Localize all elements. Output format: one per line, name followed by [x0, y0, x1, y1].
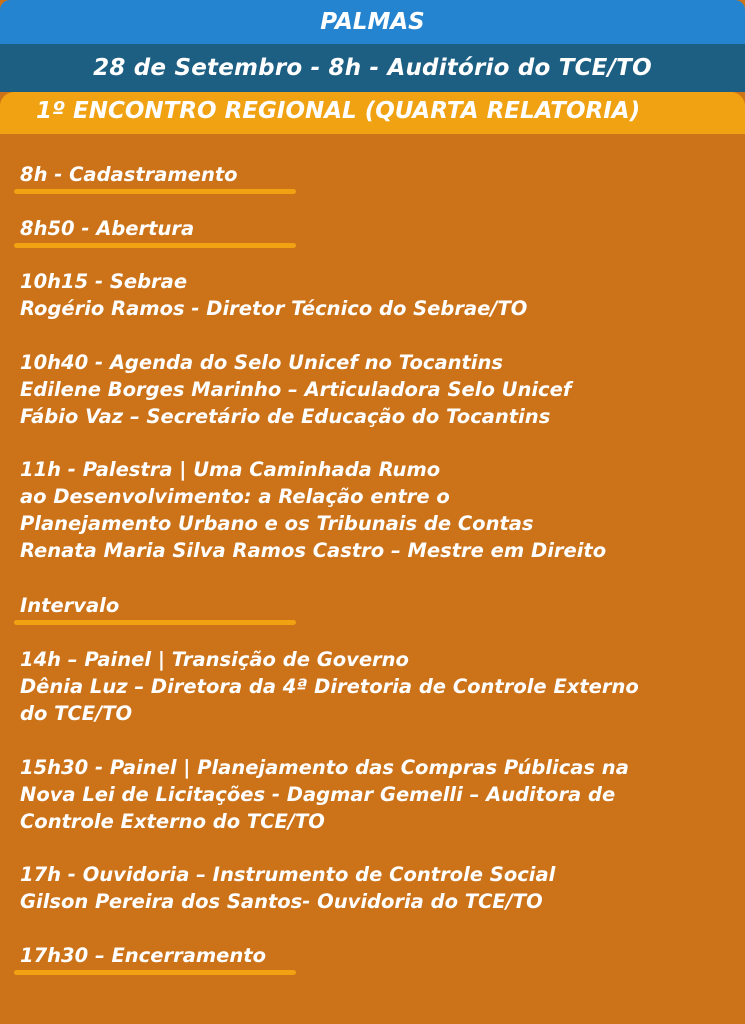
schedule-item-procurement-panel: [20, 754, 629, 835]
schedule-line: 17h - Ouvidoria – Instrumento de Controle Social: [20, 863, 556, 886]
schedule-line: 17h30 – Encerramento: [20, 944, 267, 967]
schedule-item-ombudsman: [20, 861, 555, 915]
schedule-line: Fábio Vaz – Secretário de Educação do Tocantins: [20, 405, 551, 428]
schedule-line: Dênia Luz – Diretora da 4ª Diretoria de Controle Externo: [20, 675, 639, 698]
schedule-line: 14h – Painel | Transição de Governo: [20, 648, 409, 671]
section-underline: [14, 243, 296, 248]
schedule-item-sebrae: [20, 268, 527, 322]
schedule-line: Renata Maria Silva Ramos Castro – Mestre em Direito: [20, 539, 607, 562]
schedule-line: 8h - Cadastramento: [20, 163, 238, 186]
schedule-item-registration: [20, 161, 238, 188]
schedule-line: Planejamento Urbano e os Tribunais de Contas: [20, 512, 534, 535]
schedule-line: 10h15 - Sebrae: [20, 270, 188, 293]
schedule-line: 15h30 - Painel | Planejamento das Compras Públicas na: [20, 756, 629, 779]
schedule-item-transition-panel: [20, 646, 639, 727]
schedule-line: Gilson Pereira dos Santos- Ouvidoria do TCE/TO: [20, 890, 543, 913]
schedule-item-lecture: [20, 456, 606, 564]
city-header: PALMAS: [0, 0, 745, 44]
schedule-line: 10h40 - Agenda do Selo Unicef no Tocantins: [20, 351, 503, 374]
schedule-item-opening: [20, 215, 194, 242]
schedule-item-closing: [20, 942, 266, 969]
schedule-line: Rogério Ramos - Diretor Técnico do Sebrae/TO: [20, 297, 528, 320]
schedule-line: ao Desenvolvimento: a Relação entre o: [20, 485, 450, 508]
schedule-line: Intervalo: [20, 594, 120, 617]
schedule-line: Nova Lei de Licitações - Dagmar Gemelli – Auditora de: [20, 783, 616, 806]
schedule-line: Controle Externo do TCE/TO: [20, 810, 325, 833]
section-underline: [14, 189, 296, 194]
event-title-header: 1º ENCONTRO REGIONAL (QUARTA RELATORIA): [0, 92, 745, 134]
schedule-line: 8h50 - Abertura: [20, 217, 195, 240]
schedule-line: 11h - Palestra | Uma Caminhada Rumo: [20, 458, 441, 481]
schedule-item-break: [20, 592, 119, 619]
schedule-line: Edilene Borges Marinho – Articuladora Selo Unicef: [20, 378, 572, 401]
schedule-line: do TCE/TO: [20, 702, 133, 725]
section-underline: [14, 620, 296, 625]
section-underline: [14, 970, 296, 975]
date-location-header: 28 de Setembro - 8h - Auditório do TCE/TO: [0, 44, 745, 92]
schedule-item-unicef: [20, 349, 571, 430]
